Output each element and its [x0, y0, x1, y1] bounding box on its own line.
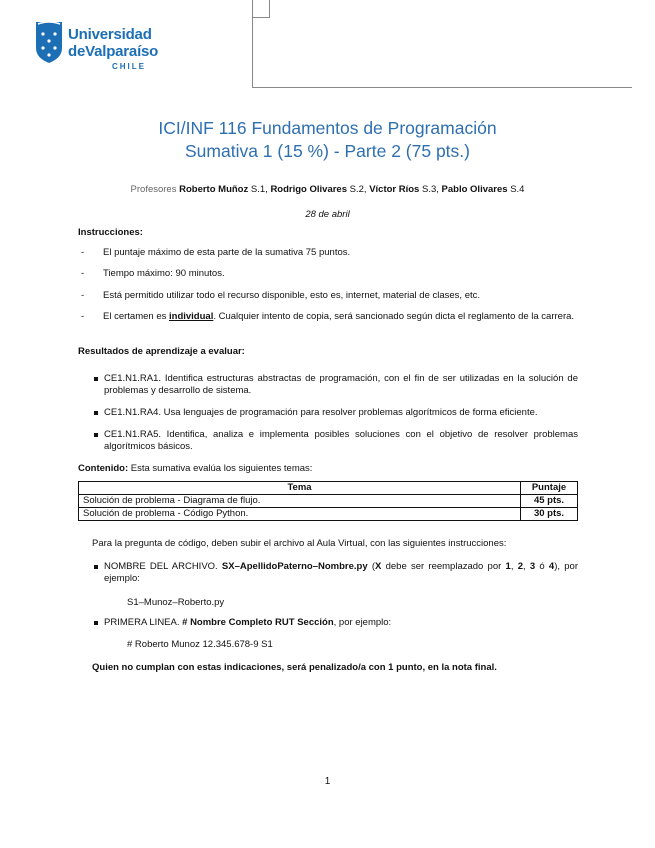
instruction-item: - El puntaje máximo de esta parte de la sumativa 75 puntos.: [81, 247, 351, 258]
document-title: ICI/INF 116 Fundamentos de Programación: [158, 118, 497, 138]
table-header-row: [79, 482, 578, 495]
professors-line: Profesores Roberto Muñoz S.1, Rodrigo Olivares S.2, Víctor Ríos S.3, Pablo Olivares S.4: [130, 184, 525, 195]
shield-icon: [34, 18, 64, 64]
table-header-tema: Tema: [79, 482, 521, 495]
learning-outcome-item: CE1.N1.RA1. Identifica estructuras abstractas de programación, con el fin de ser utilizadas en la solución de problemas y desarrollo de sistema.: [94, 373, 578, 397]
filename-instruction: NOMBRE DEL ARCHIVO. SX–ApellidoPaterno–Nombre.py (X debe ser reemplazado por 1, 2, 3 ó 4), por ejemplo:: [94, 561, 578, 585]
page-number: 1: [324, 776, 331, 787]
university-logo: [34, 18, 159, 76]
professor-name: Rodrigo Olivares: [270, 184, 347, 195]
table-row: [79, 495, 578, 508]
code-instructions-intro: Para la pregunta de código, deben subir el archivo al Aula Virtual, con las siguientes instrucciones:: [92, 538, 507, 549]
learning-outcome-item: CE1.N1.RA4. Usa lenguajes de programación para resolver problemas algorítmicos de forma eficiente.: [94, 407, 578, 419]
topics-table: [78, 481, 578, 521]
professor-name: Roberto Muñoz: [179, 184, 249, 195]
first-line-example: # Roberto Munoz 12.345.678-9 S1: [127, 639, 273, 650]
instruction-item: - Tiempo máximo: 90 minutos.: [81, 268, 225, 279]
logo-line2: deValparaíso: [68, 43, 159, 60]
learning-outcome-item: CE1.N1.RA5. Identifica, analiza e implementa posibles soluciones con el objetivo de resolver problemas algorítmicos básicos.: [94, 429, 578, 453]
filename-example: S1–Munoz–Roberto.py: [127, 597, 225, 608]
logo-line3: CHILE: [112, 62, 146, 71]
professor-name: Víctor Ríos: [369, 184, 420, 195]
header-frame-lines: [252, 0, 632, 90]
individual-emphasis: individual: [169, 311, 214, 322]
exam-date: 28 de abril: [305, 209, 350, 220]
first-line-instruction: PRIMERA LINEA. # Nombre Completo RUT Sección, por ejemplo:: [94, 617, 578, 629]
professors-label: Profesores: [130, 184, 177, 195]
table-cell-topic: Solución de problema - Diagrama de flujo.: [79, 495, 521, 508]
learning-outcomes-heading: Resultados de aprendizaje a evaluar:: [78, 346, 245, 357]
professor-section: S.1: [250, 184, 266, 195]
content-line: Contenido: Esta sumativa evalúa los siguientes temas:: [78, 463, 313, 474]
logo-line1: Universidad: [68, 26, 152, 43]
table-cell-points: 30 pts.: [521, 508, 578, 521]
penalty-warning: Quien no cumplan con estas indicaciones, será penalizado/a con 1 punto, en la nota final.: [92, 662, 497, 673]
table-row: [79, 508, 578, 521]
document-subtitle: Sumativa 1 (15 %) - Parte 2 (75 pts.): [185, 141, 470, 161]
content-heading: Contenido:: [78, 463, 129, 474]
professor-section: S.4: [510, 184, 525, 195]
table-cell-points: 45 pts.: [521, 495, 578, 508]
table-header-puntaje: Puntaje: [521, 482, 578, 495]
professor-section: S.3: [421, 184, 437, 195]
instruction-item: - El certamen es individual. Cualquier intento de copia, será sancionado según dicta el reglamento de la carrera.: [81, 311, 575, 322]
instructions-heading: Instrucciones:: [78, 227, 143, 238]
table-cell-topic: Solución de problema - Código Python.: [79, 508, 521, 521]
professor-name: Pablo Olivares: [441, 184, 508, 195]
professor-section: S.2: [349, 184, 364, 195]
instruction-item: - Está permitido utilizar todo el recurso disponible, esto es, internet, material de clases, etc.: [81, 290, 481, 301]
